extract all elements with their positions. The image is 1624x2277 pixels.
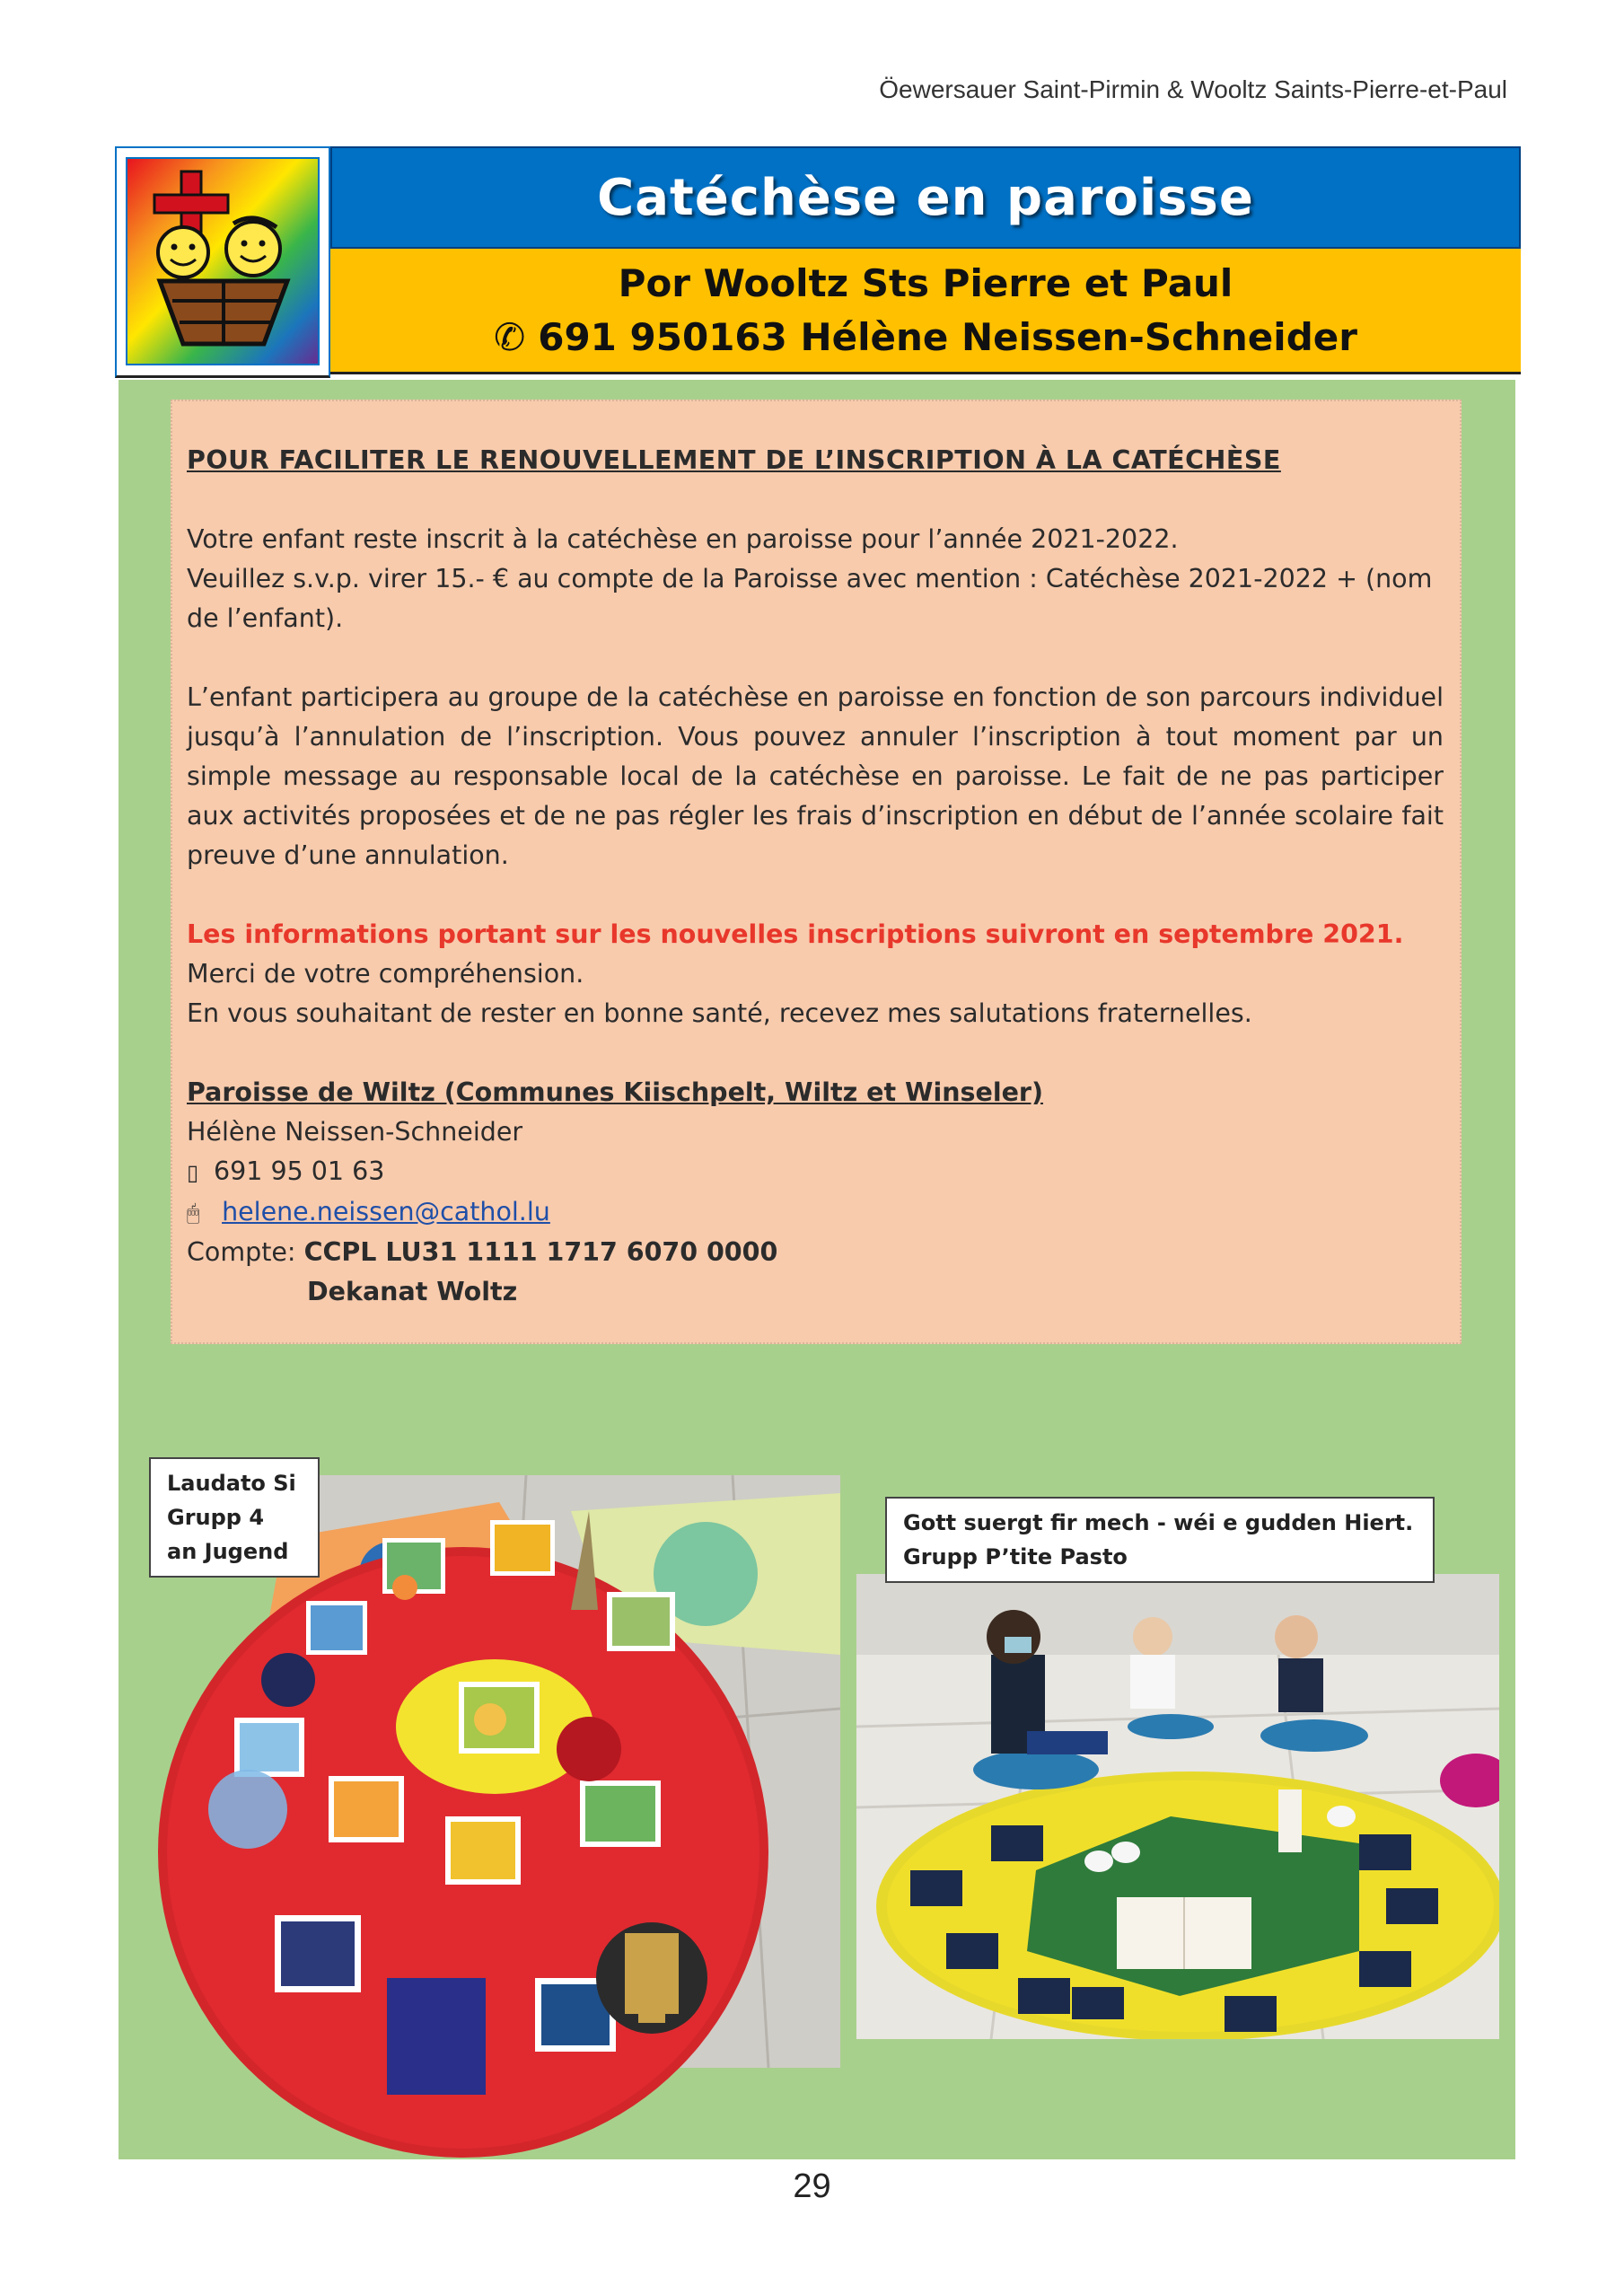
account-row — [187, 1233, 1444, 1272]
ptite-pasto-caption — [885, 1497, 1435, 1583]
notice-box — [171, 400, 1462, 1344]
content-panel — [119, 380, 1515, 2159]
running-header: Öewersauer Saint-Pirmin & Wooltz Saints-Pierre-et-Paul — [879, 75, 1507, 103]
notice-wishes: En vous souhaitant de rester en bonne santé, recevez mes salutations fraternelles. — [187, 998, 1252, 1028]
contact-email-link[interactable]: helene.neissen@cathol.lu — [222, 1197, 550, 1226]
computer-mouse-icon: 🖱 — [187, 1200, 200, 1226]
laudato-si-caption — [149, 1457, 320, 1578]
mobile-phone-icon: ▯ — [187, 1160, 199, 1185]
notice-heading: POUR FACILITER LE RENOUVELLEMENT DE L’INSCRIPTION À LA CATÉCHÈSE — [187, 445, 1281, 475]
banner-contact — [494, 311, 1357, 365]
page-title: Catéchèse en paroisse — [597, 168, 1254, 227]
contact-phone: 691 95 01 63 — [214, 1156, 385, 1186]
notice-para1-line1: Votre enfant reste inscrit à la catéchèse en paroisse pour l’année 2021-2022. — [187, 524, 1179, 554]
photo-ptite-pasto — [856, 1510, 1499, 2039]
account-holder: Dekanat Woltz — [307, 1277, 518, 1306]
notice-thanks: Merci de votre compréhension. — [187, 959, 584, 989]
catechesis-logo-icon — [126, 157, 320, 365]
contact-email-row — [187, 1192, 1444, 1233]
contact-phone-row — [187, 1152, 1444, 1192]
caption-line: Grupp 4 — [167, 1505, 265, 1530]
title-banner — [115, 146, 1521, 378]
notice-para2: L’enfant participera au groupe de la catéchèse en paroisse en fonction de son parcours individuel jusqu’à l’annulation de l’inscription. Vous pouvez annuler l’inscription à tout moment par un simple message au responsable local de la catéchèse en paroisse. Le fait de ne pas participer aux activités proposées et de ne pas régler les frais d’inscription en début de l’année scolaire fait preuve d’une annulation. — [187, 682, 1444, 870]
contact-name: Hélène Neissen-Schneider — [187, 1117, 523, 1147]
phone-icon: ✆ — [494, 314, 526, 359]
notice-para1-line2: Veuillez s.v.p. virer 15.- € au compte de la Paroisse avec mention : Catéchèse 2021-2022 + (nom de l’enfant). — [187, 564, 1433, 633]
notice-red-announcement: Les informations portant sur les nouvelles inscriptions suivront en septembre 2021. — [187, 919, 1404, 949]
parish-name: Paroisse de Wiltz (Communes Kiischpelt, Wiltz et Winseler) — [187, 1077, 1043, 1107]
banner-title-bar — [330, 146, 1521, 249]
banner-subtitle: Por Wooltz Sts Pierre et Paul — [618, 260, 1233, 305]
caption-line: an Jugend — [167, 1539, 289, 1564]
account-number: CCPL LU31 1111 1717 6070 0000 — [303, 1237, 778, 1267]
logo-frame — [115, 146, 330, 378]
banner-contact-bar — [330, 249, 1521, 374]
caption-line: Laudato Si — [167, 1471, 296, 1496]
photo-laudato-si — [149, 1457, 840, 2158]
page-number: 29 — [793, 2167, 831, 2205]
caption-line: Gott suergt fir mech - wéi e gudden Hiert. — [903, 1510, 1414, 1535]
caption-line: Grupp P’tite Pasto — [903, 1544, 1128, 1569]
banner-contact-text: 691 950163 Hélène Neissen-Schneider — [538, 314, 1357, 359]
account-label: Compte: — [187, 1237, 296, 1267]
